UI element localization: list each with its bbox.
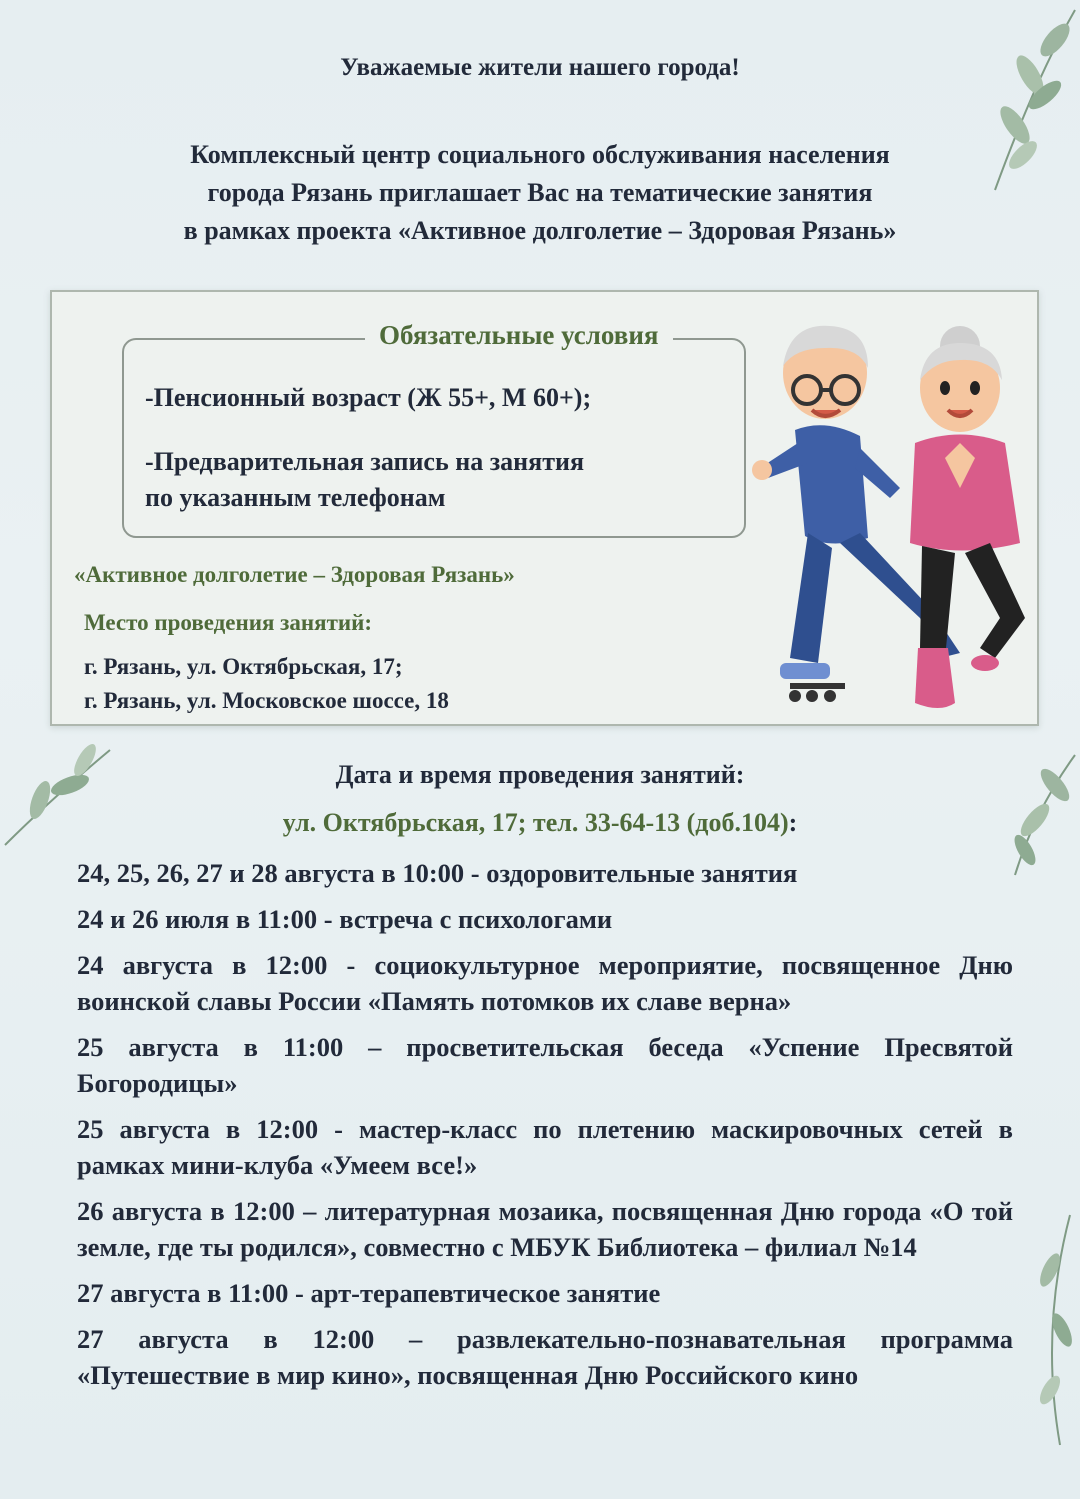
schedule-item: 26 августа в 12:00 – литературная мозаика, посвященная Дню города «О той земле, где ты родился», совместно с МБУК Библиотека – филиал №14 [77, 1196, 1013, 1262]
condition-age: -Пенсионный возраст (Ж 55+, М 60+); [145, 383, 592, 412]
schedule-item: 24, 25, 26, 27 и 28 августа в 10:00 - оздоровительные занятия [77, 858, 798, 888]
leaf-branch-bottom-right-icon [1010, 1210, 1080, 1450]
project-name: «Активное долголетие – Здоровая Рязань» [74, 562, 515, 587]
schedule-list [77, 855, 1013, 1403]
venue-address-1: г. Рязань, ул. Октябрьская, 17; [84, 654, 403, 679]
schedule-item: 24 августа в 12:00 - социокультурное мероприятие, посвященное Дню воинской славы России «Память потомков их славе верна» [77, 950, 1013, 1016]
condition-registration-line1: -Предварительная запись на занятия [145, 447, 585, 476]
intro-text [0, 136, 1080, 250]
greeting-heading: Уважаемые жители нашего города! [340, 54, 740, 81]
schedule-heading: Дата и время проведения занятий: [335, 760, 745, 789]
intro-line: в рамках проекта «Активное долголетие – Здоровая Рязань» [183, 216, 897, 245]
elderly-couple-illustration [750, 318, 1040, 728]
schedule-item: 27 августа в 11:00 - арт-терапевтическое занятие [77, 1278, 661, 1308]
intro-line: города Рязань приглашает Вас на тематические занятия [207, 178, 873, 207]
grandmother-figure [910, 326, 1025, 708]
schedule-item: 27 августа в 12:00 – развлекательно-познавательная программа «Путешествие в мир кино», посвященная Дню Российского кино [77, 1324, 1013, 1390]
schedule-item: 25 августа в 12:00 - мастер-класс по плетению маскировочных сетей в рамках мини-клуба «Умеем все!» [77, 1114, 1013, 1180]
condition-registration-line2: по указанным телефонам [145, 483, 446, 512]
schedule-location-text: ул. Октябрьская, 17; тел. 33-64-13 (доб.104) [282, 808, 789, 837]
conditions-title: Обязательные условия [365, 320, 673, 351]
schedule-item: 25 августа в 11:00 – просветительская беседа «Успение Пресвятой Богородицы» [77, 1032, 1013, 1098]
schedule-item: 24 и 26 июля в 11:00 - встреча с психологами [77, 904, 613, 934]
venue-label: Место проведения занятий: [84, 610, 373, 635]
venue-address-2: г. Рязань, ул. Московское шоссе, 18 [84, 688, 449, 713]
intro-line: Комплексный центр социального обслуживания населения [190, 140, 890, 169]
schedule-location-colon: : [788, 808, 798, 837]
schedule-location [0, 808, 1080, 838]
